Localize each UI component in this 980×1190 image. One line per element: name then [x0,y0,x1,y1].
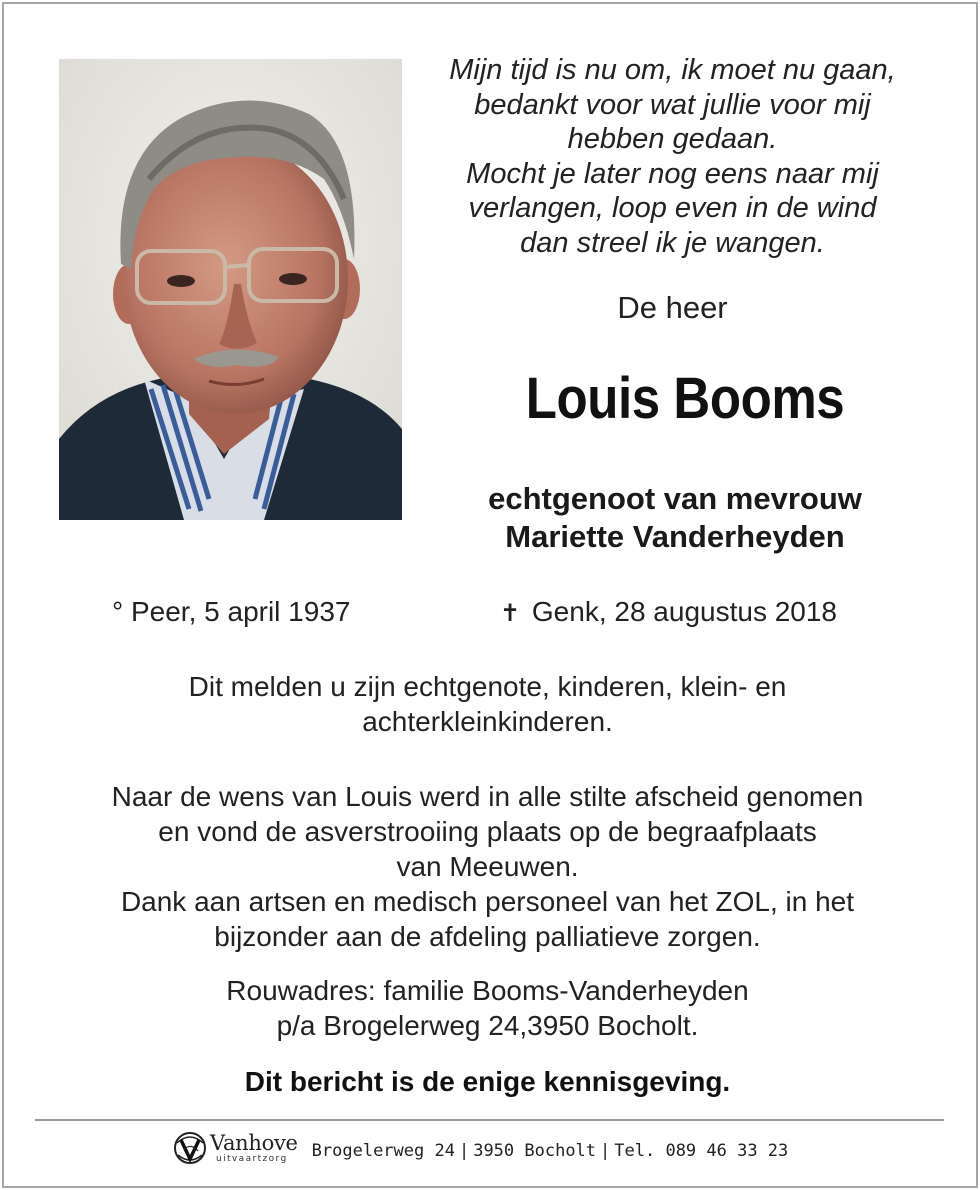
brand-name: Vanhove [210,1131,298,1155]
deceased-name: Louis Booms [525,366,845,431]
footer-phone: Tel. 089 46 33 23 [614,1141,789,1161]
farewell-line: van Meeuwen. [396,851,579,882]
spouse-info [420,480,930,556]
spouse-name: Mariette Vanderheyden [505,519,845,554]
poem-line: hebben gedaan. [567,123,778,155]
announcement-line: achterkleinkinderen. [362,706,613,737]
address-line: p/a Brogelerweg 24,3950 Bocholt. [276,1010,699,1041]
death-info [500,596,837,628]
footer-city: 3950 Bocholt [473,1141,597,1161]
death-date: Genk, 28 augustus 2018 [531,596,838,627]
farewell-line: en vond de asverstrooiing plaats op de begraafplaats [158,816,817,847]
divider [35,1119,944,1121]
brand [210,1132,298,1164]
announcement-line: Dit melden u zijn echtgenote, kinderen, klein- en [188,671,787,702]
farewell-line: bijzonder aan de afdeling palliatieve zorgen. [214,921,761,952]
separator: | [458,1141,470,1161]
brand-subtitle: uitvaartzorg [216,1154,288,1164]
birth-info [112,596,350,628]
poem-line: bedankt voor wat jullie voor mij [474,88,871,121]
announcement [40,669,935,739]
spouse-line: echtgenoot van mevrouw [488,481,862,516]
vanhove-logo-icon [172,1129,208,1167]
portrait-photo [59,59,402,520]
poem-line: dan streel ik je wangen. [520,226,825,259]
farewell-line: Dank aan artsen en medisch personeel van het ZOL, in het [120,886,855,917]
closing-statement: Dit bericht is de enige kennisgeving. [244,1066,731,1097]
poem-line: Mijn tijd is nu om, ik moet nu gaan, [449,54,896,86]
mourning-address [40,973,935,1043]
separator: | [600,1141,611,1161]
portrait-illustration [59,59,402,520]
address-line: Rouwadres: familie Booms-Vanderheyden [226,975,749,1006]
footer-street: Brogelerweg 24 [311,1141,455,1161]
honorific: De heer [617,290,728,325]
birth-symbol: ° [112,596,124,627]
farewell-text [40,779,935,954]
poem-line: verlangen, loop even in de wind [468,192,877,224]
poem-line: Mocht je later nog eens naar mij [466,157,879,190]
contact-line [312,1141,789,1161]
birth-date: Peer, 5 april 1937 [130,596,351,627]
poem [420,53,925,260]
cross-icon: ✝ [500,600,521,627]
farewell-line: Naar de wens van Louis werd in alle stilte afscheid genomen [111,781,864,812]
footer [172,1128,788,1168]
